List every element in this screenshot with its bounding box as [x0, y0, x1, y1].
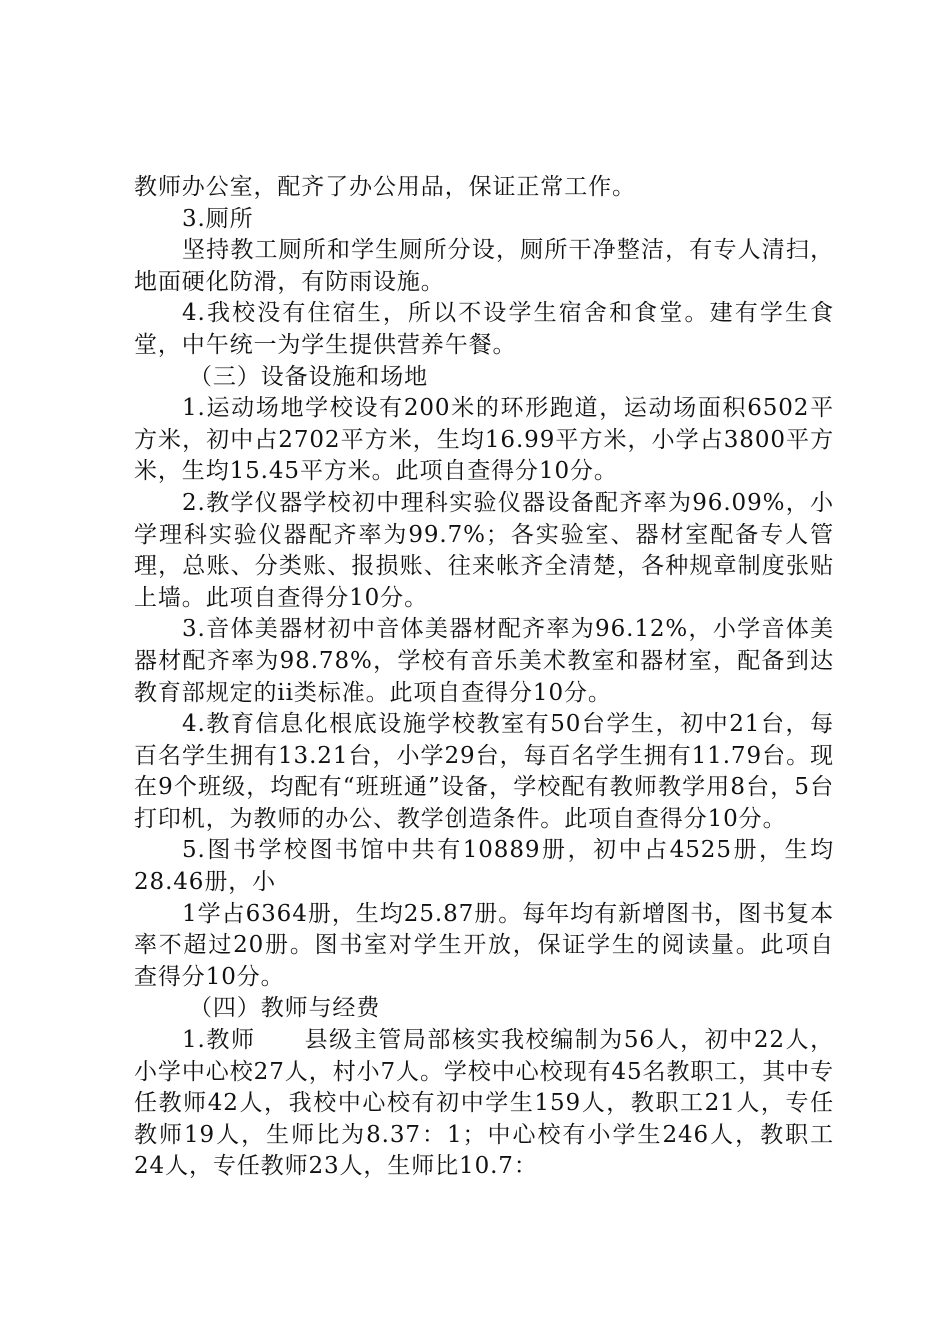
paragraph: 1.教师 县级主管局部核实我校编制为56人，初中22人，小学中心校27人，村小7人。学校中心校现有45名教职工，其中专任教师42人，我校中心校有初中学生159人，教职工21人，专任教师19人，生师比为8.37：1；中心校有小学生246人，教职工24人，专任教师23人，生师比10.7： [134, 1027, 834, 1180]
paragraph: 3.音体美器材初中音体美器材配齐率为96.12%，小学音体美器材配齐率为98.78%，学校有音乐美术教室和器材室，配备到达教育部规定的ii类标准。此项自查得分10分。 [134, 616, 834, 706]
section-heading: （四）教师与经费 [189, 995, 381, 1022]
paragraph: 3.厕所 [182, 205, 254, 232]
paragraph: 1.运动场地学校设有200米的环形跑道，运动场面积6502平方米，初中占2702平方米，生均16.99平方米，小学占3800平方米，生均15.45平方米。此项自查得分10分。 [134, 395, 834, 485]
paragraph: 教师办公室，配齐了办公用品，保证正常工作。 [134, 174, 636, 200]
document-body [134, 172, 834, 1183]
section-heading: （三）设备设施和场地 [189, 363, 428, 390]
paragraph: 1学占6364册，生均25.87册。每年均有新增图书，图书复本率不超过20册。图书室对学生开放，保证学生的阅读量。此项自查得分10分。 [134, 900, 834, 990]
paragraph: 坚持教工厕所和学生厕所分设，厕所干净整洁，有专人清扫，地面硬化防滑，有防雨设施。 [134, 237, 834, 295]
paragraph: 4.教育信息化根底设施学校教室有50台学生，初中21台，每百名学生拥有13.21台，小学29台，每百名学生拥有11.79台。现在9个班级，均配有“班班通”设备，学校配有教师教学用8台，5台打印机，为教师的办公、教学创造条件。此项自查得分10分。 [134, 711, 834, 832]
paragraph: 5.图书学校图书馆中共有10889册，初中占4525册，生均28.46册，小 [134, 837, 834, 896]
paragraph: 4.我校没有住宿生，所以不设学生宿舍和食堂。建有学生食堂，中午统一为学生提供营养午餐。 [134, 300, 834, 358]
paragraph: 2.教学仪器学校初中理科实验仪器设备配齐率为96.09%，小学理科实验仪器配齐率为99.7%；各实验室、器材室配备专人管理，总账、分类账、报损账、往来帐齐全清楚，各种规章制度张贴上墙。此项自查得分10分。 [134, 489, 834, 611]
